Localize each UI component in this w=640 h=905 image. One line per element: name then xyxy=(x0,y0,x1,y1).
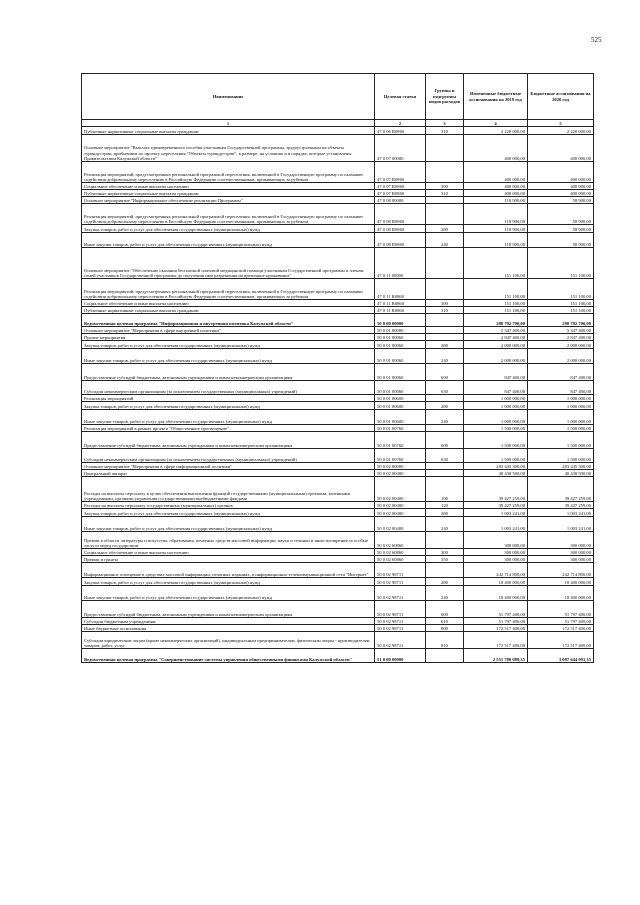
row-value-2020: 1 000 000,00 xyxy=(528,402,594,410)
row-value-2019: 39 427 259,00 xyxy=(464,502,528,509)
row-code: 47 0 11 00000 xyxy=(375,248,426,279)
row-value-2019: 151 100,00 xyxy=(464,300,528,307)
row-code: 47 0 07 R0860 xyxy=(375,183,426,190)
row-name: Основное мероприятие "Выплата единовременного пособия участникам Государственной программы, трудоустроенным на объекты туриндустрии, прибывшим по проекту переселения "Объекты туриндустрии", в размере, на условиях и в порядке, которые установлены Правительством Калужской области" xyxy=(82,135,375,162)
row-value-2020: 58 900,00 xyxy=(528,225,594,233)
row-value-2019: 400 000,00 xyxy=(464,183,528,190)
row-group: 610 xyxy=(426,618,464,625)
row-name: Расходы на выплаты персоналу в целях обеспечения выполнения функций государственными (муниципальными) органами, казенными учреждениями, органами управления государственными внебюджетными фондами xyxy=(82,477,375,502)
row-value-2019: 18 400 000,00 xyxy=(464,578,528,586)
row-value-2019: 5 347 400,00 xyxy=(464,327,528,334)
table-row xyxy=(82,402,594,410)
row-code: 51 0 00 00000 xyxy=(375,649,426,663)
row-value-2019: 118 900,00 xyxy=(464,204,528,225)
table-row xyxy=(82,327,594,334)
row-group xyxy=(426,463,464,470)
row-value-2020: 40 430 500,00 xyxy=(528,470,594,477)
row-group: 600 xyxy=(426,364,464,381)
row-value-2019: 151 100,00 xyxy=(464,279,528,300)
row-value-2020: 151 100,00 xyxy=(528,300,594,307)
row-value-2019: 300 000,00 xyxy=(464,556,528,563)
row-group: 600 xyxy=(426,601,464,618)
table-row xyxy=(82,135,594,162)
row-value-2019: 40 430 500,00 xyxy=(464,470,528,477)
table-row xyxy=(82,225,594,233)
row-group: 240 xyxy=(426,410,464,425)
column-number-row xyxy=(82,120,594,127)
budget-table xyxy=(81,73,594,663)
row-value-2020: 1 003 241,00 xyxy=(528,509,594,517)
row-group: 800 xyxy=(426,625,464,632)
row-value-2019: 400 000,00 xyxy=(464,162,528,183)
row-value-2020: 242 714 800,00 xyxy=(528,563,594,578)
col-number: 4 xyxy=(464,120,528,127)
table-row xyxy=(82,279,594,300)
row-value-2020: 2 000 000,00 xyxy=(528,349,594,364)
row-group xyxy=(426,204,464,225)
row-value-2020: 847 400,00 xyxy=(528,381,594,395)
row-group xyxy=(426,532,464,549)
row-group: 120 xyxy=(426,502,464,509)
row-value-2019: 1 003 241,00 xyxy=(464,509,528,517)
row-code: 50 0 01 00600 xyxy=(375,402,426,410)
row-code: 50 0 02 98711 xyxy=(375,618,426,625)
row-code: 47 0 07 R0860 xyxy=(375,190,426,197)
table-row xyxy=(82,556,594,563)
row-code: 47 0 08 00000 xyxy=(375,197,426,204)
row-name: Предоставление субсидий бюджетным, автономным учреждениям и иным некоммерческим организациям xyxy=(82,432,375,449)
table-row xyxy=(82,248,594,279)
table-header-row xyxy=(82,74,594,120)
row-group: 310 xyxy=(426,190,464,197)
row-code: 50 0 02 60860 xyxy=(375,549,426,556)
row-code: 50 0 02 98711 xyxy=(375,578,426,586)
row-name: Основное мероприятие "Информационное обеспечение реализации Программы" xyxy=(82,197,375,204)
table-row xyxy=(82,314,594,327)
row-name: Социальное обеспечение и иные выплаты населению xyxy=(82,183,375,190)
row-value-2020: 1 500 000,00 xyxy=(528,432,594,449)
row-code: 50 0 01 00060 xyxy=(375,349,426,364)
table-row xyxy=(82,334,594,341)
row-code: 47 0 11 R0860 xyxy=(375,300,426,307)
row-name: Прочие мероприятия xyxy=(82,334,375,341)
table-row xyxy=(82,449,594,463)
row-value-2020: 3 087 644 991,35 xyxy=(528,649,594,663)
row-name: Реализация мероприятий xyxy=(82,395,375,402)
table-row xyxy=(82,425,594,432)
row-value-2020: 2 847 400,00 xyxy=(528,334,594,341)
row-value-2020: 18 400 000,00 xyxy=(528,578,594,586)
row-value-2020: 5 347 400,00 xyxy=(528,327,594,334)
row-name: Социальное обеспечение и иные выплаты населению xyxy=(82,300,375,307)
row-name: Информационное освещение в средствах массовой информации, печатных изданиях, в информационно-телекоммуникационной сети "Интернет" xyxy=(82,563,375,578)
row-name: Закупка товаров, работ и услуг для обеспечения государственных (муниципальных) нужд xyxy=(82,341,375,349)
row-code: 50 0 02 00400 xyxy=(375,470,426,477)
row-value-2020: 400 000,00 xyxy=(528,183,594,190)
row-value-2019: 400 000,00 xyxy=(464,135,528,162)
row-code: 50 0 01 00760 xyxy=(375,449,426,463)
row-value-2020: 400 000,00 xyxy=(528,135,594,162)
table-row xyxy=(82,197,594,204)
row-code: 50 0 01 00600 xyxy=(375,395,426,402)
row-group xyxy=(426,197,464,204)
row-code: 50 0 02 00400 xyxy=(375,502,426,509)
row-value-2020: 283 445 300,00 xyxy=(528,463,594,470)
row-name: Ведомственная целевая программа "Совершенствование системы управления общественными финансами Калужской области" xyxy=(82,649,375,663)
row-name: Закупка товаров, работ и услуг для обеспечения государственных (муниципальных) нужд xyxy=(82,225,375,233)
row-value-2020: 300 000,00 xyxy=(528,556,594,563)
row-code: 47 0 08 R0860 xyxy=(375,233,426,248)
row-group: 240 xyxy=(426,586,464,601)
row-group: 200 xyxy=(426,341,464,349)
row-name: Премии и гранты xyxy=(82,556,375,563)
col-number: 1 xyxy=(82,120,375,127)
row-group xyxy=(426,649,464,663)
row-group xyxy=(426,248,464,279)
table-row xyxy=(82,632,594,649)
table-row xyxy=(82,307,594,314)
row-value-2019: 151 100,00 xyxy=(464,307,528,314)
row-value-2019: 283 445 300,00 xyxy=(464,463,528,470)
row-value-2020: 300 000,00 xyxy=(528,532,594,549)
row-name: Публичные нормативные социальные выплаты гражданам xyxy=(82,307,375,314)
table-row xyxy=(82,162,594,183)
row-value-2019: 1 000 000,00 xyxy=(464,395,528,402)
row-group: 630 xyxy=(426,381,464,395)
row-group: 600 xyxy=(426,432,464,449)
row-value-2020: 1 500 000,00 xyxy=(528,449,594,463)
row-name: Публичные нормативные социальные выплаты гражданам xyxy=(82,190,375,197)
row-group: 100 xyxy=(426,477,464,502)
row-value-2020: 2 000 000,00 xyxy=(528,341,594,349)
row-value-2019: 2 551 780 089,35 xyxy=(464,649,528,663)
table-body xyxy=(82,127,594,663)
row-value-2019: 2 000 000,00 xyxy=(464,349,528,364)
table-row xyxy=(82,509,594,517)
col-number: 3 xyxy=(426,120,464,127)
row-name: Расходы на выплаты персоналу государственных (муниципальных) органов xyxy=(82,502,375,509)
table-row xyxy=(82,470,594,477)
row-code: 50 0 02 98711 xyxy=(375,563,426,578)
table-row xyxy=(82,190,594,197)
row-name: Премии в области литературы и искусства, образования, печатных средств массовой информации, науки и техники и иные поощрения за особые заслуги перед государством xyxy=(82,532,375,549)
row-group xyxy=(426,327,464,334)
row-value-2019: 2 847 400,00 xyxy=(464,334,528,341)
row-value-2019: 400 000,00 xyxy=(464,190,528,197)
row-value-2020: 1 000 000,00 xyxy=(528,395,594,402)
row-code: 47 0 08 R0860 xyxy=(375,204,426,225)
row-group: 300 xyxy=(426,183,464,190)
row-group: 200 xyxy=(426,402,464,410)
row-value-2019: 118 900,00 xyxy=(464,225,528,233)
row-value-2019: 847 400,00 xyxy=(464,364,528,381)
row-name: Основное мероприятие "Мероприятия в сфере внутренней политики" xyxy=(82,327,375,334)
row-code: 50 0 02 00400 xyxy=(375,477,426,502)
row-code: 50 0 01 00060 xyxy=(375,334,426,341)
row-group: 200 xyxy=(426,225,464,233)
row-value-2019: 2 220 000,00 xyxy=(464,127,528,135)
header-2020: Бюджетные ассигнования на 2020 год xyxy=(528,74,594,120)
row-value-2019: 1 000 000,00 xyxy=(464,410,528,425)
row-value-2019: 1 500 000,00 xyxy=(464,449,528,463)
row-value-2019: 118 900,00 xyxy=(464,197,528,204)
row-name: Ведомственная целевая программа "Информационная и внутренняя политика Калужской области" xyxy=(82,314,375,327)
table-row xyxy=(82,127,594,135)
row-name: Иные закупки товаров, работ и услуг для обеспечения государственных (муниципальных) нужд xyxy=(82,586,375,601)
table-row xyxy=(82,532,594,549)
table-row xyxy=(82,233,594,248)
row-value-2020: 300 000,00 xyxy=(528,549,594,556)
row-code: 50 0 01 00060 xyxy=(375,341,426,349)
table-row xyxy=(82,183,594,190)
row-value-2020: 51 797 400,00 xyxy=(528,601,594,618)
row-code: 47 0 08 R0860 xyxy=(375,225,426,233)
row-name: Закупка товаров, работ и услуг для обеспечения государственных (муниципальных) нужд xyxy=(82,402,375,410)
row-code: 47 0 11 R0860 xyxy=(375,307,426,314)
row-group: 240 xyxy=(426,233,464,248)
row-group: 240 xyxy=(426,349,464,364)
row-value-2020: 847 400,00 xyxy=(528,364,594,381)
row-value-2019: 118 900,00 xyxy=(464,233,528,248)
table-row xyxy=(82,477,594,502)
row-value-2020: 58 900,00 xyxy=(528,233,594,248)
row-name: Реализация мероприятий, предусмотренных региональной программой переселения, включенной в Государственную программу по оказанию содействия добровольному переселению в Российскую Федерацию соотечественников, проживающих за рубежом xyxy=(82,279,375,300)
row-name: Закупка товаров, работ и услуг для обеспечения государственных (муниципальных) нужд xyxy=(82,578,375,586)
row-code: 50 0 02 60860 xyxy=(375,556,426,563)
row-code: 50 0 01 00600 xyxy=(375,410,426,425)
row-name: Основное мероприятие "Мероприятия в сфере информационной политики" xyxy=(82,463,375,470)
row-name: Реализация мероприятий в рамках проекта "Общественное просвещение" xyxy=(82,425,375,432)
row-name: Реализация мероприятий, предусмотренных региональной программой переселения, включенной в Государственную программу по оказанию содействия добровольному переселению в Российскую Федерацию соотечественников, проживающих за рубежом xyxy=(82,162,375,183)
table-row xyxy=(82,395,594,402)
row-value-2019: 288 792 700,00 xyxy=(464,314,528,327)
row-value-2020: 39 427 259,00 xyxy=(528,502,594,509)
row-code: 50 0 02 00400 xyxy=(375,509,426,517)
table-row xyxy=(82,586,594,601)
row-code: 50 0 02 98711 xyxy=(375,586,426,601)
row-name: Центральный аппарат xyxy=(82,470,375,477)
table-row xyxy=(82,563,594,578)
row-value-2019: 300 000,00 xyxy=(464,549,528,556)
row-value-2019: 2 000 000,00 xyxy=(464,341,528,349)
row-value-2019: 1 000 000,00 xyxy=(464,402,528,410)
row-group: 310 xyxy=(426,307,464,314)
row-group xyxy=(426,563,464,578)
row-value-2020: 1 000 000,00 xyxy=(528,410,594,425)
row-value-2019: 51 797 400,00 xyxy=(464,601,528,618)
row-group: 350 xyxy=(426,556,464,563)
row-name: Предоставление субсидий бюджетным, автономным учреждениям и иным некоммерческим организациям xyxy=(82,364,375,381)
row-group xyxy=(426,162,464,183)
col-number: 2 xyxy=(375,120,426,127)
row-value-2020: 288 792 700,00 xyxy=(528,314,594,327)
row-code: 50 0 02 00000 xyxy=(375,463,426,470)
table-row xyxy=(82,649,594,663)
row-value-2019: 151 100,00 xyxy=(464,248,528,279)
row-name: Основное мероприятие "Обеспечение оказания бесплатной платовой медицинской помощи участникам Государственной программы и членам семей участников Государственной программы до получения ими разрешения на временное проживание" xyxy=(82,248,375,279)
row-value-2019: 172 517 400,00 xyxy=(464,625,528,632)
row-name: Публичные нормативные социальные выплаты гражданам xyxy=(82,127,375,135)
row-value-2020: 151 100,00 xyxy=(528,307,594,314)
table-row xyxy=(82,381,594,395)
table-row xyxy=(82,625,594,632)
row-group xyxy=(426,470,464,477)
row-group xyxy=(426,314,464,327)
row-value-2019: 300 000,00 xyxy=(464,532,528,549)
row-group xyxy=(426,425,464,432)
row-code: 50 0 02 00400 xyxy=(375,517,426,532)
row-name: Иные закупки товаров, работ и услуг для обеспечения государственных (муниципальных) нужд xyxy=(82,410,375,425)
header-name: Наименование xyxy=(82,74,375,120)
row-group xyxy=(426,279,464,300)
header-group: Группы и подгруппы видов расходов xyxy=(426,74,464,120)
row-name: Иные бюджетные ассигнования xyxy=(82,625,375,632)
table-row xyxy=(82,432,594,449)
row-group: 310 xyxy=(426,127,464,135)
row-group: 300 xyxy=(426,300,464,307)
row-group: 200 xyxy=(426,578,464,586)
row-code: 47 0 07 00000 xyxy=(375,135,426,162)
row-value-2019: 51 797 400,00 xyxy=(464,618,528,625)
row-value-2020: 51 797 400,00 xyxy=(528,618,594,625)
row-name: Предоставление субсидий бюджетным, автономным учреждениям и иным некоммерческим организациям xyxy=(82,601,375,618)
table-row xyxy=(82,204,594,225)
row-code: 50 0 01 00760 xyxy=(375,425,426,432)
table-row xyxy=(82,517,594,532)
row-group: 810 xyxy=(426,632,464,649)
row-code: 50 0 01 00060 xyxy=(375,364,426,381)
row-value-2019: 172 517 400,00 xyxy=(464,632,528,649)
row-value-2020: 172 517 400,00 xyxy=(528,632,594,649)
row-name: Реализация мероприятий, предусмотренных региональной программой переселения, включенной в Государственную программу по оказанию содействия добровольному переселению в Российскую Федерацию соотечественников, проживающих за рубежом xyxy=(82,204,375,225)
table-row xyxy=(82,349,594,364)
row-value-2019: 1 500 000,00 xyxy=(464,425,528,432)
row-name: Субсидии некоммерческим организациям (за исключением государственных (муниципальных) учреждений) xyxy=(82,381,375,395)
row-name: Субсидии бюджетным учреждениям xyxy=(82,618,375,625)
row-value-2019: 242 714 800,00 xyxy=(464,563,528,578)
row-value-2020: 172 517 400,00 xyxy=(528,625,594,632)
row-name: Иные закупки товаров, работ и услуг для обеспечения государственных (муниципальных) нужд xyxy=(82,349,375,364)
row-group xyxy=(426,395,464,402)
row-value-2020: 151 100,00 xyxy=(528,248,594,279)
row-code: 50 0 01 00060 xyxy=(375,381,426,395)
table-row xyxy=(82,618,594,625)
row-group: 200 xyxy=(426,509,464,517)
row-value-2020: 400 000,00 xyxy=(528,190,594,197)
table-row xyxy=(82,341,594,349)
row-value-2019: 1 003 241,00 xyxy=(464,517,528,532)
row-code: 50 0 00 00000 xyxy=(375,314,426,327)
row-value-2020: 1 003 241,00 xyxy=(528,517,594,532)
row-name: Субсидии некоммерческим организациям (за исключением государственных (муниципальных) учреждений) xyxy=(82,449,375,463)
row-value-2019: 1 500 000,00 xyxy=(464,432,528,449)
table-row xyxy=(82,410,594,425)
row-group xyxy=(426,334,464,341)
row-code: 50 0 02 60860 xyxy=(375,532,426,549)
row-value-2020: 58 900,00 xyxy=(528,197,594,204)
row-group: 630 xyxy=(426,449,464,463)
page-number: 525 xyxy=(591,36,602,44)
header-2019: Измененные бюджетные ассигнования на 2019 год xyxy=(464,74,528,120)
row-name: Субсидии юридическим лицам (кроме некоммерческих организаций), индивидуальным предпринимателям, физическим лицам - производителям товаров, работ, услуг xyxy=(82,632,375,649)
table-row xyxy=(82,549,594,556)
row-code: 47 0 06 R0860 xyxy=(375,127,426,135)
col-number: 5 xyxy=(528,120,594,127)
row-code: 50 0 02 98711 xyxy=(375,601,426,618)
row-code: 50 0 01 00000 xyxy=(375,327,426,334)
row-code: 47 0 11 R0860 xyxy=(375,279,426,300)
row-group xyxy=(426,135,464,162)
table-row xyxy=(82,300,594,307)
header-code: Целевая статья xyxy=(375,74,426,120)
table-row xyxy=(82,463,594,470)
row-code: 47 0 07 R0860 xyxy=(375,162,426,183)
row-value-2020: 1 500 000,00 xyxy=(528,425,594,432)
row-code: 50 0 02 98711 xyxy=(375,632,426,649)
row-value-2020: 58 900,00 xyxy=(528,204,594,225)
row-group: 300 xyxy=(426,549,464,556)
row-value-2020: 18 400 000,00 xyxy=(528,586,594,601)
table-row xyxy=(82,601,594,618)
row-value-2020: 400 000,00 xyxy=(528,162,594,183)
row-value-2020: 39 427 259,00 xyxy=(528,477,594,502)
row-value-2019: 847 400,00 xyxy=(464,381,528,395)
table-row xyxy=(82,502,594,509)
row-value-2020: 2 220 000,00 xyxy=(528,127,594,135)
row-name: Иные закупки товаров, работ и услуг для обеспечения государственных (муниципальных) нужд xyxy=(82,233,375,248)
row-value-2019: 18 400 000,00 xyxy=(464,586,528,601)
row-group: 240 xyxy=(426,517,464,532)
row-name: Иные закупки товаров, работ и услуг для обеспечения государственных (муниципальных) нужд xyxy=(82,517,375,532)
row-value-2019: 39 427 259,00 xyxy=(464,477,528,502)
row-name: Социальное обеспечение и иные выплаты населению xyxy=(82,549,375,556)
row-value-2020: 151 100,00 xyxy=(528,279,594,300)
row-name: Закупка товаров, работ и услуг для обеспечения государственных (муниципальных) нужд xyxy=(82,509,375,517)
row-code: 50 0 02 98711 xyxy=(375,625,426,632)
table-row xyxy=(82,578,594,586)
row-code: 50 0 01 00760 xyxy=(375,432,426,449)
table-row xyxy=(82,364,594,381)
